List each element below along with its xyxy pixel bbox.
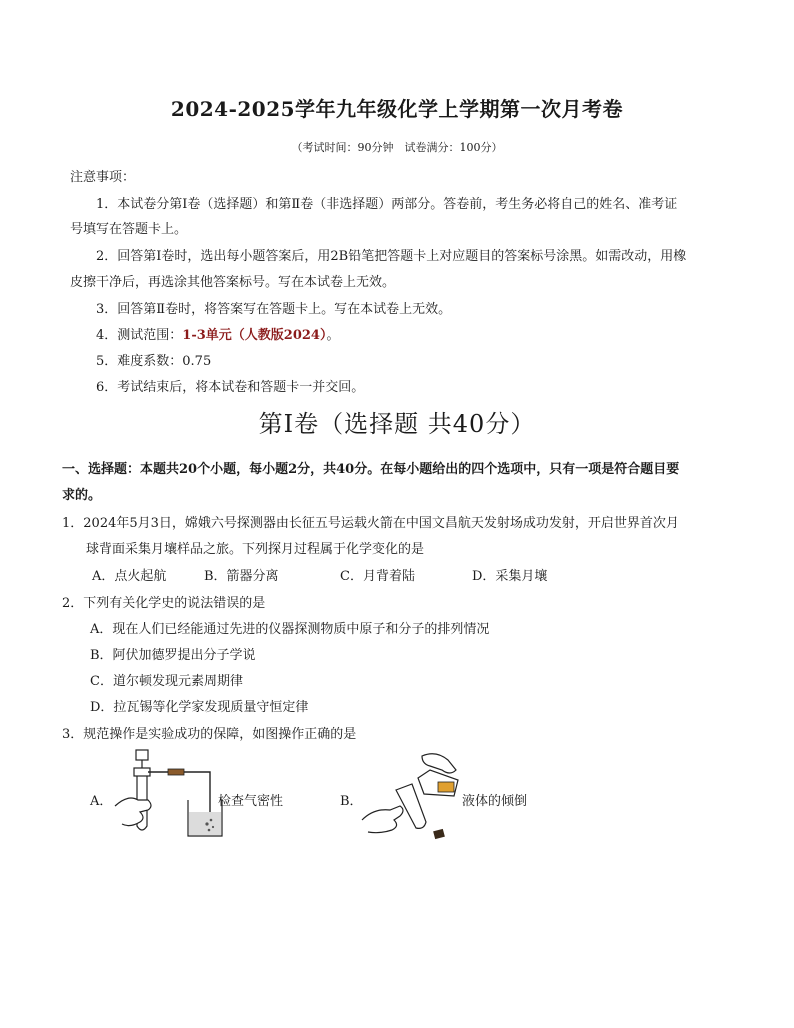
q2-option-b: B．阿伏加德罗提出分子学说 bbox=[90, 648, 256, 663]
bottle-label-icon bbox=[438, 782, 454, 792]
q1-stem-line-2: 球背面采集月壤样品之旅。下列探月过程属于化学变化的是 bbox=[86, 542, 425, 557]
liquid-pouring-illustration bbox=[360, 750, 464, 842]
q3-option-a-caption: 检查气密性 bbox=[218, 794, 284, 809]
notice-heading: 注意事项： bbox=[70, 170, 136, 185]
right-hand-icon bbox=[422, 754, 456, 773]
stopper-top-icon bbox=[136, 750, 148, 760]
q1-option-c: C．月背着陆 bbox=[340, 569, 415, 584]
hand-icon bbox=[115, 798, 151, 826]
q1-option-a: A．点火起航 bbox=[92, 569, 167, 584]
q1-option-d: D．采集月壤 bbox=[472, 569, 548, 584]
q3-option-b-caption: 液体的倾倒 bbox=[462, 794, 528, 809]
notice-item-4 bbox=[96, 324, 339, 343]
left-hand-icon bbox=[362, 806, 403, 833]
exam-subtitle: （考试时间：90分钟 试卷满分：100分） bbox=[291, 141, 503, 154]
notice-item-3: 3．回答第Ⅱ卷时，将答案写在答题卡上。写在本试卷上无效。 bbox=[96, 302, 452, 317]
notice-item-2-line-1: 2．回答第Ⅰ卷时，选出每小题答案后，用2B铅笔把答题卡上对应题目的答案标号涂黑。如需改动，用橡 bbox=[96, 249, 687, 264]
bottle-stopper-icon bbox=[433, 829, 445, 839]
q3-stem: 3．规范操作是实验成功的保障，如图操作正确的是 bbox=[62, 727, 357, 742]
airtightness-check-illustration bbox=[110, 748, 225, 838]
notice-item-4-suffix: 。 bbox=[326, 328, 340, 343]
q2-option-a: A．现在人们已经能通过先进的仪器探测物质中原子和分子的排列情况 bbox=[90, 622, 490, 637]
q2-stem: 2．下列有关化学史的说法错误的是 bbox=[62, 596, 266, 611]
q3-option-a-label: A． bbox=[90, 794, 113, 809]
notice-item-1-line-1: 1．本试卷分第Ⅰ卷（选择题）和第Ⅱ卷（非选择题）两部分。答卷前，考生务必将自己的姓名、准考证 bbox=[96, 197, 678, 212]
q1-option-b: B．箭器分离 bbox=[204, 569, 279, 584]
rubber-stopper-icon bbox=[134, 768, 150, 776]
section-instructions-line-2: 求的。 bbox=[62, 488, 102, 503]
notice-item-4-prefix: 4．测试范围： bbox=[96, 328, 183, 343]
tube-connector-icon bbox=[168, 769, 184, 775]
beaker-water-icon bbox=[189, 812, 221, 835]
q2-option-c: C．道尔顿发现元素周期律 bbox=[90, 674, 243, 689]
notice-item-5: 5．难度系数：0.75 bbox=[96, 354, 212, 369]
section-instructions-line-1: 一、选择题：本题共20个小题，每小题2分，共40分。在每小题给出的四个选项中，只有一项是符合题目要 bbox=[62, 462, 680, 477]
notice-item-2-line-2: 皮擦干净后，再选涂其他答案标号。写在本试卷上无效。 bbox=[70, 275, 396, 290]
notice-item-1-line-2: 号填写在答题卡上。 bbox=[70, 222, 188, 237]
q2-option-d: D．拉瓦锡等化学家发现质量守恒定律 bbox=[90, 700, 309, 715]
q3-option-b-label: B． bbox=[340, 794, 363, 809]
notice-item-6: 6．考试结束后，将本试卷和答题卡一并交回。 bbox=[96, 380, 365, 395]
test-range: 1-3单元（人教版2024） bbox=[182, 328, 327, 343]
exam-title: 2024-2025学年九年级化学上学期第一次月考卷 bbox=[170, 97, 624, 121]
q1-stem-line-1: 1．2024年5月3日，嫦娥六号探测器由长征五号运载火箭在中国文昌航天发射场成功发射，开启世界首次月 bbox=[62, 516, 679, 531]
section-heading: 第Ⅰ卷（选择题 共40分） bbox=[258, 410, 536, 438]
